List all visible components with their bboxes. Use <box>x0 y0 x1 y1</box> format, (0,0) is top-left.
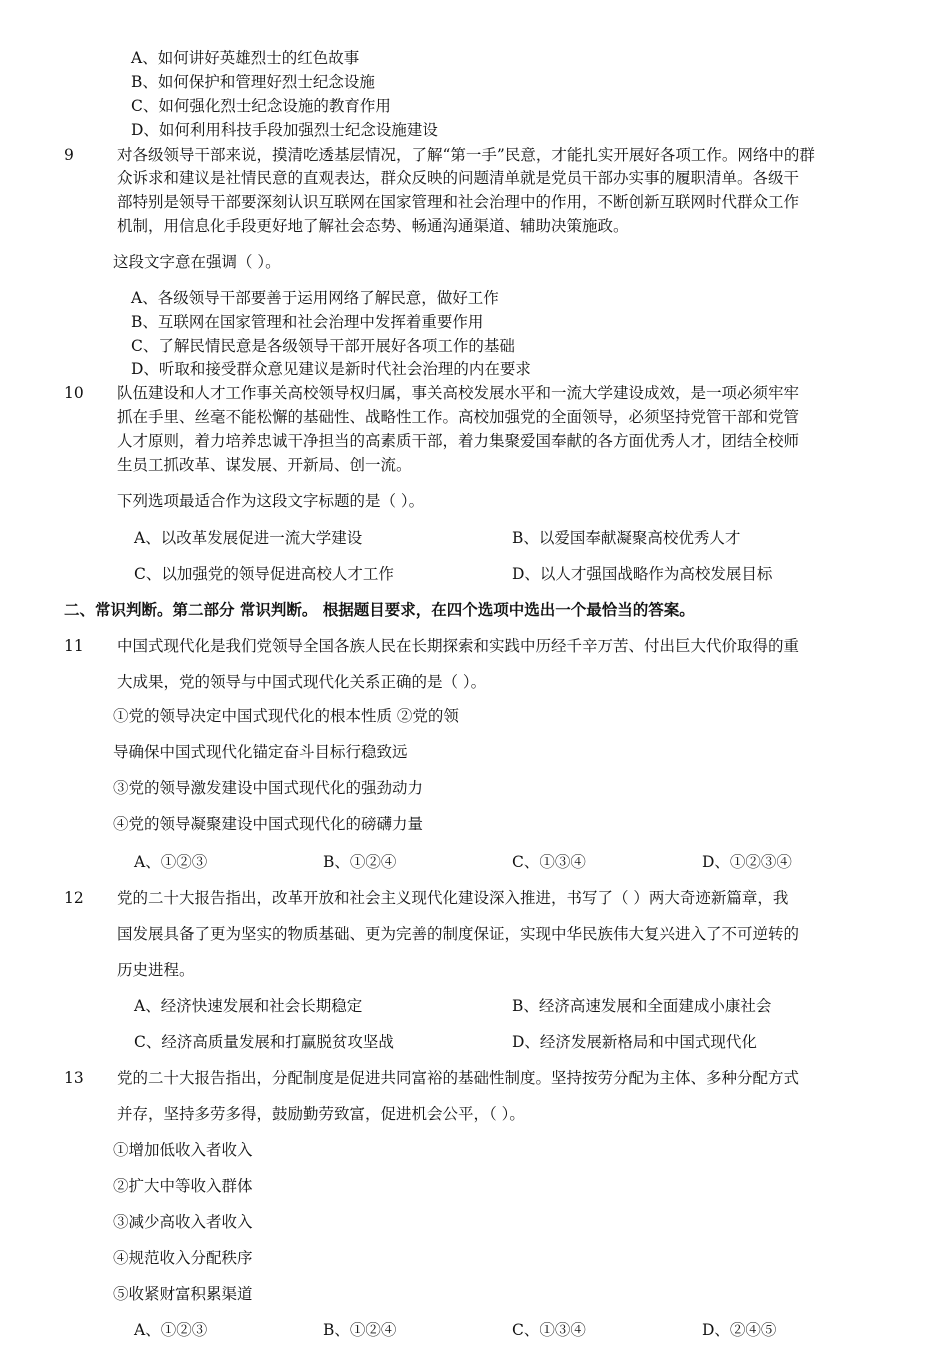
q13-option-c: C、①③④ <box>512 1321 586 1339</box>
q13-number: 13 <box>64 1069 84 1087</box>
q11-option-d: D、①②③④ <box>702 853 792 871</box>
q9-option-d: D、听取和接受群众意见建议是新时代社会治理的内在要求 <box>131 360 531 378</box>
q13-item: ④规范收入分配秩序 <box>113 1249 253 1267</box>
q10-stem-line: 人才原则，着力培养忠诚干净担当的高素质干部，着力集聚爱国奉献的各方面优秀人才，团结全校师 <box>117 432 800 450</box>
q12-option-b: B、经济高速发展和全面建成小康社会 <box>512 997 772 1015</box>
q10-option-d: D、以人才强国战略作为高校发展目标 <box>512 565 773 583</box>
q11-item: ①党的领导决定中国式现代化的根本性质 ②党的领 <box>113 707 459 725</box>
q8-option-b: B、如何保护和管理好烈士纪念设施 <box>131 73 375 91</box>
q12-option-d: D、经济发展新格局和中国式现代化 <box>512 1033 757 1051</box>
q10-option-b: B、以爱国奉献凝聚高校优秀人才 <box>512 529 741 547</box>
q9-stem-line: 对各级领导干部来说，摸清吃透基层情况，了解“第一手”民意，才能扎实开展好各项工作。网络中的群 <box>117 146 815 164</box>
q10-number: 10 <box>64 384 84 402</box>
q13-option-b: B、①②④ <box>323 1321 397 1339</box>
q10-stem-line: 队伍建设和人才工作事关高校领导权归属，事关高校发展水平和一流大学建设成效，是一项必须牢牢 <box>117 384 800 402</box>
q10-option-a: A、以改革发展促进一流大学建设 <box>134 529 363 547</box>
q12-number: 12 <box>64 889 84 907</box>
q13-item: ①增加低收入者收入 <box>113 1141 253 1159</box>
section-heading: 二、常识判断。第二部分 常识判断。 根据题目要求，在四个选项中选出一个最恰当的答案。 <box>64 600 695 619</box>
q10-option-c: C、以加强党的领导促进高校人才工作 <box>134 565 394 583</box>
q11-item: ③党的领导激发建设中国式现代化的强劲动力 <box>113 779 424 797</box>
q9-number: 9 <box>64 146 74 164</box>
q11-option-c: C、①③④ <box>512 853 586 871</box>
q13-option-a: A、①②③ <box>134 1321 208 1339</box>
q9-option-b: B、互联网在国家管理和社会治理中发挥着重要作用 <box>131 313 484 331</box>
q13-option-d: D、②④⑤ <box>702 1321 777 1339</box>
q8-option-d: D、如何利用科技手段加强烈士纪念设施建设 <box>131 121 438 139</box>
q11-item: ④党的领导凝聚建设中国式现代化的磅礴力量 <box>113 815 424 833</box>
q9-option-a: A、各级领导干部要善于运用网络了解民意，做好工作 <box>131 289 499 307</box>
q11-stem-line: 大成果，党的领导与中国式现代化关系正确的是（ ）。 <box>117 673 487 691</box>
q10-stem-line: 生员工抓改革、谋发展、开新局、创一流。 <box>117 456 412 474</box>
q9-stem-line: 部特别是领导干部要深刻认识互联网在国家管理和社会治理中的作用，不断创新互联网时代群众工作 <box>117 193 800 211</box>
q8-option-c: C、如何强化烈士纪念设施的教育作用 <box>131 97 391 115</box>
q11-item: 导确保中国式现代化锚定奋斗目标行稳致远 <box>113 743 408 761</box>
q8-option-a: A、如何讲好英雄烈士的红色故事 <box>131 49 360 67</box>
q11-number: 11 <box>64 637 84 655</box>
q10-stem-line: 抓在手里、丝毫不能松懈的基础性、战略性工作。高校加强党的全面领导，必须坚持党管干部和党管 <box>117 408 800 426</box>
q11-option-b: B、①②④ <box>323 853 397 871</box>
q11-option-a: A、①②③ <box>134 853 208 871</box>
q9-option-c: C、了解民情民意是各级领导干部开展好各项工作的基础 <box>131 337 515 355</box>
q13-stem-line: 并存，坚持多劳多得，鼓励勤劳致富，促进机会公平，（ ）。 <box>117 1105 525 1123</box>
q9-stem-line: 机制，用信息化手段更好地了解社会态势、畅通沟通渠道、辅助决策施政。 <box>117 217 629 235</box>
q13-item: ③减少高收入者收入 <box>113 1213 253 1231</box>
q12-stem-line: 历史进程。 <box>117 961 195 979</box>
q12-option-c: C、经济高质量发展和打赢脱贫攻坚战 <box>134 1033 394 1051</box>
q10-question: 下列选项最适合作为这段文字标题的是（ ）。 <box>117 492 425 510</box>
q12-option-a: A、经济快速发展和社会长期稳定 <box>134 997 363 1015</box>
q13-stem-line: 党的二十大报告指出，分配制度是促进共同富裕的基础性制度。坚持按劳分配为主体、多种分配方式 <box>117 1069 800 1087</box>
q13-item: ②扩大中等收入群体 <box>113 1177 253 1195</box>
q9-question: 这段文字意在强调（ ）。 <box>113 253 281 271</box>
q12-stem-line: 党的二十大报告指出，改革开放和社会主义现代化建设深入推进，书写了（ ）两大奇迹新篇章，我 <box>117 889 789 907</box>
q12-stem-line: 国发展具备了更为坚实的物质基础、更为完善的制度保证，实现中华民族伟大复兴进入了不可逆转的 <box>117 925 800 943</box>
q9-stem-line: 众诉求和建议是社情民意的直观表达，群众反映的问题清单就是党员干部办实事的履职清单。各级干 <box>117 169 800 187</box>
q11-stem-line: 中国式现代化是我们党领导全国各族人民在长期探索和实践中历经千辛万苦、付出巨大代价取得的重 <box>117 637 800 655</box>
q13-item: ⑤收紧财富积累渠道 <box>113 1285 253 1303</box>
